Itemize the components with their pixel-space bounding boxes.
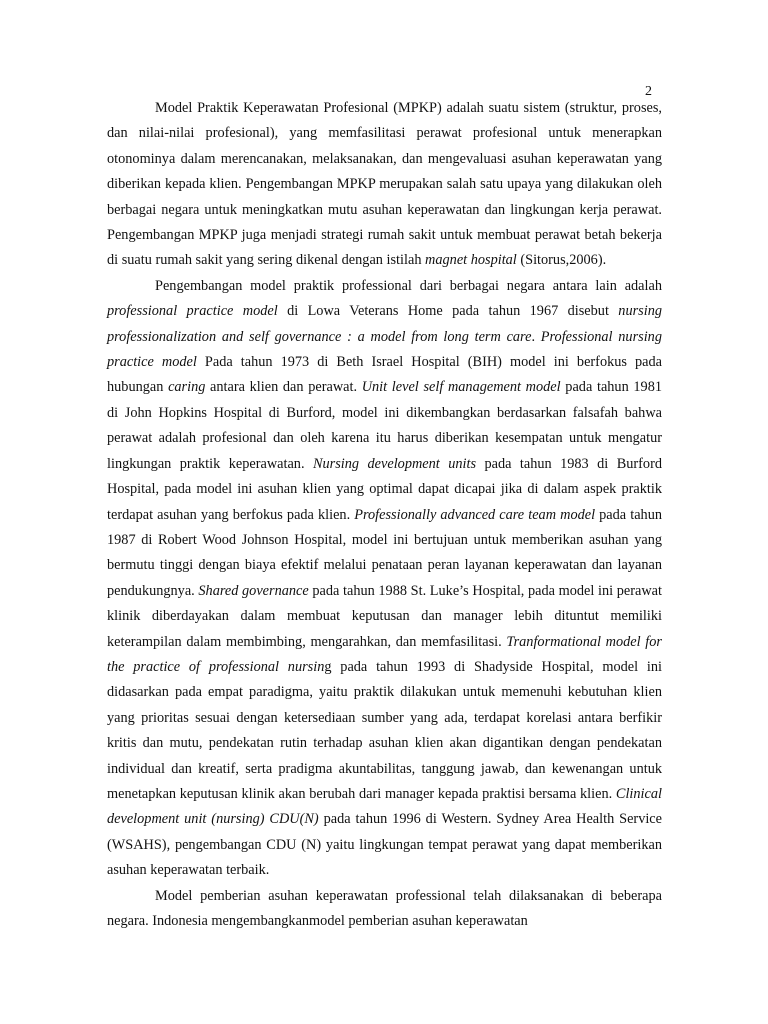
text-run: Pengembangan model praktik professional dari berbagai negara antara lain adalah <box>155 277 662 294</box>
italic-term: magnet hospital <box>425 252 517 269</box>
text-run: Model Praktik Keperawatan Profesional (MPKP) adalah suatu sistem (struktur, proses, dan nilai-nilai profesional), yang memfasilitasi perawat profesional untuk menerapkan otonominya dalam merencanakan, melaksanakan, dan mengevaluasi asuhan keperawatan yang diberikan kepada klien. Pengembangan MPKP merupakan salah satu upaya yang dilakukan oleh berbagai negara untuk meningkatkan mutu asuhan keperawatan dan lingkungan kerja perawat. Pengembangan MPKP juga menjadi strategi rumah sakit untuk membuat perawat betah bekerja di suatu rumah sakit yang sering dikenal dengan istilah <box>107 100 662 269</box>
paragraph <box>107 884 662 935</box>
text-run: pada tahun 1996 di Western. Sydney Area Health Service (WSAHS), pengembangan CDU (N) yaitu lingkungan tempat perawat yang dapat memberikan asuhan keperawatan terbaik. <box>107 811 663 879</box>
text-run: pada tahun 1987 di Robert Wood Johnson Hospital, model ini bertujuan untuk memberikan asuhan yang bermutu tinggi dengan biaya efektif melalui penataan peran layanan keperawatan dan layanan pendukungnya. <box>107 506 662 599</box>
italic-term: caring <box>168 379 206 396</box>
text-run: g pada tahun 1993 di Shadyside Hospital, model ini didasarkan pada empat paradigma, yaitu praktik dilakukan untuk memenuhi kebutuhan klien yang prioritas sesuai dengan ketersediaan sumber yang ada, terdapat korelasi antara berfikir kritis dan mutu, pendekatan rutin terhadap asuhan klien akan digantikan dengan pendekatan individual dan kreatif, serta pradigma akuntabilitas, tanggung jawab, dan kewenangan untuk menetapkan keputusan klinik akan berubah dari manager kepada praktisi bersama klien. <box>107 658 662 802</box>
italic-term: Unit level self management model <box>361 379 561 396</box>
italic-term: nursing professionalization and self governance : a model from long term care <box>107 303 662 345</box>
italic-term: Clinical development unit (nursing) CDU(N) <box>107 785 662 828</box>
italic-term: Nursing development units <box>312 455 477 472</box>
text-run: antara klien dan perawat. <box>205 379 362 396</box>
text-run: pada tahun 1983 di Burford Hospital, pada model ini asuhan klien yang optimal dapat dicapai jika di dalam aspek praktik terdapat asuhan yang berfokus pada klien. <box>107 455 662 523</box>
text-run: Model pemberian asuhan keperawatan professional telah dilaksanakan di beberapa negara. Indonesia mengembangkanmodel pemberian asuhan keperawatan <box>107 887 662 929</box>
italic-term: professional practice model <box>107 303 278 320</box>
italic-term: Shared governance <box>198 582 309 599</box>
paragraph <box>107 274 662 884</box>
italic-term: Professional nursing practice model <box>107 328 662 371</box>
text-run: Pada tahun 1973 di Beth Israel Hospital (BIH) model ini berfokus pada hubungan <box>107 354 662 396</box>
italic-term: Professionally advanced care team model <box>354 506 596 523</box>
text-run: (Sitorus,2006). <box>516 252 607 269</box>
page-number: 2 <box>645 84 652 99</box>
text-run: . <box>531 328 541 345</box>
text-run: di Lowa Veterans Home pada tahun 1967 disebut <box>277 303 619 320</box>
paragraph <box>107 96 662 274</box>
italic-term: Tranformational model for the practice of professional nursin <box>107 633 662 675</box>
text-run: pada tahun 1988 St. Luke’s Hospital, pada model ini perawat klinik diberdayakan dalam membuat keputusan dan manager lebih dituntut memiliki keterampilan dalam membimbing, mengarahkan, dan memfasilitasi. <box>107 582 662 650</box>
body-text <box>107 96 662 934</box>
text-run: pada tahun 1981 di John Hopkins Hospital di Burford, model ini dikembangkan berdasarkan falsafah bahwa perawat adalah profesional dan oleh karena itu harus diberikan kesempatan untuk mengatur lingkungan praktik keperawatan. <box>107 379 662 472</box>
